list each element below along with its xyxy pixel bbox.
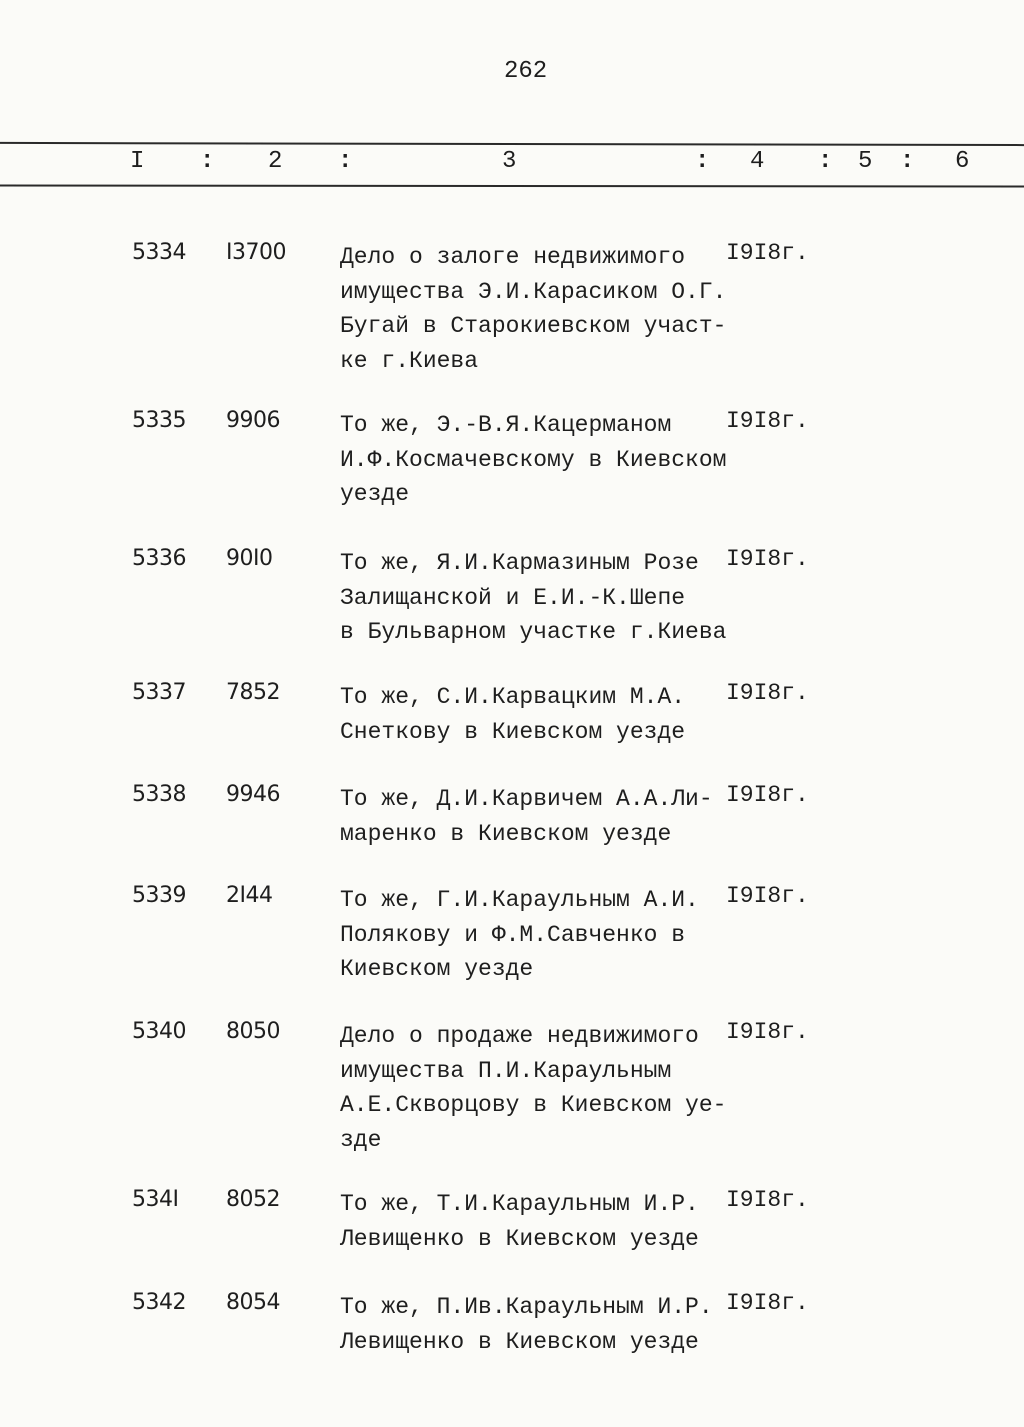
- case-year: I9I8г.: [726, 240, 809, 266]
- description-line: Киевском уезде: [340, 956, 534, 982]
- case-description: [340, 680, 730, 749]
- case-number: 5342: [132, 1290, 186, 1315]
- case-year: I9I8г.: [726, 680, 809, 706]
- old-number: 8050: [226, 1019, 280, 1044]
- column-header-3: 3: [502, 148, 517, 175]
- description-line: То же, Д.И.Карвичем А.А.Ли-: [340, 786, 713, 812]
- description-line: Левищенко в Киевском уезде: [340, 1328, 699, 1355]
- case-number: 5335: [132, 408, 186, 433]
- case-year: I9I8г.: [726, 546, 809, 572]
- case-number: 5336: [132, 546, 186, 571]
- case-year: I9I8г.: [726, 782, 809, 808]
- column-separator: :: [200, 148, 215, 175]
- case-description: [340, 240, 730, 378]
- old-number: 9906: [226, 408, 280, 433]
- column-header-4: 4: [750, 148, 765, 175]
- case-description: [340, 1290, 730, 1359]
- case-year: I9I8г.: [726, 1187, 809, 1213]
- column-header-1: I: [130, 148, 145, 175]
- description-line: Залищанской и Е.И.-К.Шепе: [340, 584, 686, 611]
- case-description: [340, 408, 730, 512]
- old-number: 7852: [226, 680, 280, 705]
- old-number: I3700: [226, 240, 286, 265]
- case-year: I9I8г.: [726, 883, 809, 909]
- case-year: I9I8г.: [726, 1290, 809, 1316]
- column-separator: :: [695, 148, 710, 175]
- column-header-5: 5: [858, 148, 873, 175]
- description-line: То же, Т.И.Караульным И.Р.: [340, 1191, 699, 1217]
- description-line: То же, П.Ив.Караульным И.Р.: [340, 1294, 713, 1320]
- description-line: Левищенко в Киевском уезде: [340, 1225, 699, 1252]
- case-number: 5339: [132, 883, 186, 908]
- case-year: I9I8г.: [726, 1019, 809, 1045]
- case-description: [340, 1187, 730, 1256]
- case-number: 534I: [132, 1187, 179, 1212]
- old-number: 8054: [226, 1290, 280, 1315]
- description-line: И.Ф.Космачевскому в Киевском: [340, 446, 727, 473]
- description-line: Бугай в Старокиевском участ-: [340, 313, 727, 339]
- description-line: Полякову и Ф.М.Савченко в: [340, 921, 686, 948]
- description-line: ке г.Киева: [340, 347, 479, 374]
- description-line: Дело о продаже недвижимого: [340, 1023, 699, 1049]
- column-separator: :: [338, 148, 353, 175]
- description-line: Снеткову в Киевском уезде: [340, 718, 686, 745]
- old-number: 8052: [226, 1187, 280, 1212]
- header-bottom-rule: [0, 185, 1024, 188]
- description-line: То же, Г.И.Караульным А.И.: [340, 887, 699, 913]
- case-year: I9I8г.: [726, 408, 809, 434]
- column-separator: :: [900, 148, 915, 175]
- description-line: имущества П.И.Караульным: [340, 1057, 672, 1084]
- old-number: 90I0: [226, 546, 273, 571]
- description-line: зде: [340, 1126, 382, 1153]
- old-number: 2I44: [226, 883, 273, 908]
- case-description: [340, 883, 730, 987]
- old-number: 9946: [226, 782, 280, 807]
- column-separator: :: [818, 148, 833, 175]
- case-number: 5340: [132, 1019, 186, 1044]
- case-description: [340, 782, 730, 851]
- case-number: 5334: [132, 240, 186, 265]
- description-line: Дело о залоге недвижимого: [340, 244, 686, 270]
- case-description: [340, 1019, 730, 1157]
- description-line: То же, Э.-В.Я.Кацерманом: [340, 412, 672, 438]
- case-number: 5338: [132, 782, 186, 807]
- column-header-6: 6: [955, 148, 970, 175]
- description-line: маренко в Киевском уезде: [340, 820, 672, 847]
- description-line: уезде: [340, 481, 410, 507]
- description-line: в Бульварном участке г.Киева: [340, 619, 727, 645]
- description-line: А.Е.Скворцову в Киевском уе-: [340, 1092, 727, 1118]
- page-number: 262: [504, 58, 548, 85]
- case-number: 5337: [132, 680, 186, 705]
- header-top-rule: [0, 142, 1024, 146]
- description-line: имущества Э.И.Карасиком О.Г.: [340, 278, 727, 305]
- description-line: То же, С.И.Карвацким М.А.: [340, 684, 686, 710]
- description-line: То же, Я.И.Кармазиным Розе: [340, 550, 699, 576]
- column-header-2: 2: [268, 148, 283, 175]
- case-description: [340, 546, 730, 650]
